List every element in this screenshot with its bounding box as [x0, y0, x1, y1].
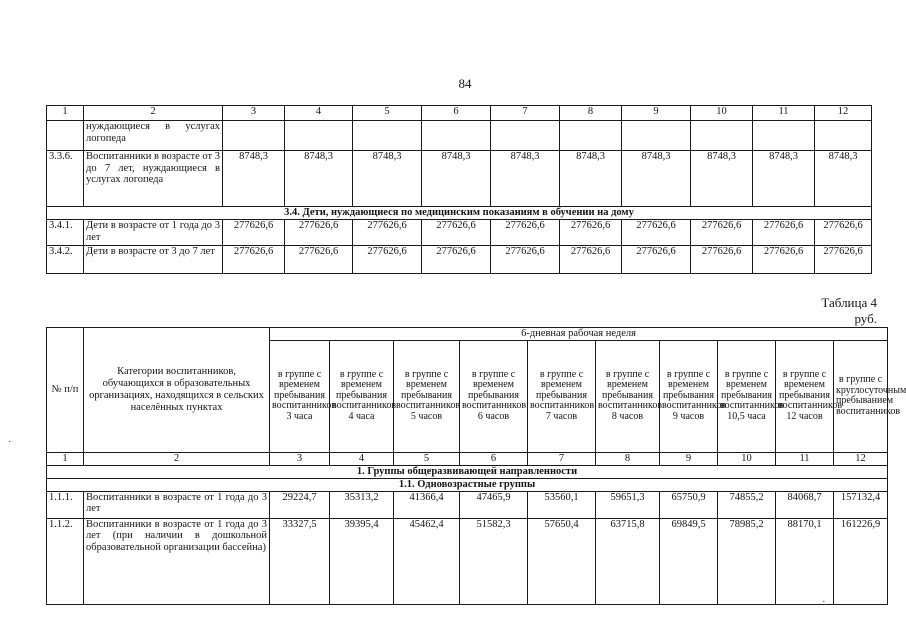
value-cell: 29224,7	[270, 491, 330, 518]
value-cell: 8748,3	[223, 151, 285, 207]
col-num: 2	[84, 106, 223, 121]
value-cell: 35313,2	[330, 491, 394, 518]
row-number: 1.1.1.	[47, 491, 84, 518]
column-number-row	[47, 106, 872, 121]
value-cell: 57650,4	[528, 518, 596, 604]
col-num: 4	[330, 452, 394, 465]
value-cell: 277626,6	[753, 246, 815, 274]
section-row	[47, 478, 888, 491]
value-cell: 277626,6	[815, 246, 872, 274]
column-header: в группе с временем пребывания воспитанников 5 часов	[394, 340, 460, 452]
col-num: 4	[285, 106, 353, 121]
row-label: нуждающиеся в услугах логопеда	[84, 121, 223, 151]
value-cell: 33327,5	[270, 518, 330, 604]
value-cell: 78985,2	[718, 518, 776, 604]
col-num: 9	[622, 106, 691, 121]
value-cell: 41366,4	[394, 491, 460, 518]
col-num: 12	[815, 106, 872, 121]
value-cell: 47465,9	[460, 491, 528, 518]
value-cell: 277626,6	[691, 246, 753, 274]
value-cell: 39395,4	[330, 518, 394, 604]
section-heading: 3.4. Дети, нуждающиеся по медицинским показаниям в обучении на дому	[47, 207, 872, 220]
col-num: 7	[491, 106, 560, 121]
col-num: 2	[84, 452, 270, 465]
value-cell: 277626,6	[815, 220, 872, 246]
row-label: Дети в возрасте от 1 года до 3 лет	[84, 220, 223, 246]
column-header: в группе с временем пребывания воспитанников 4 часа	[330, 340, 394, 452]
continuation-table	[46, 105, 872, 274]
table-label: Таблица 4	[821, 295, 877, 310]
column-header: в группе с временем пребывания воспитанников 6 часов	[460, 340, 528, 452]
section-heading: 1. Группы общеразвивающей направленности	[47, 465, 888, 478]
column-header: в группе с временем пребывания воспитанников 8 часов	[596, 340, 660, 452]
table-row	[47, 491, 888, 518]
value-cell: 8748,3	[353, 151, 422, 207]
subsection-heading: 1.1. Одновозрастные группы	[47, 478, 888, 491]
value-cell: 277626,6	[285, 220, 353, 246]
value-cell: 59651,3	[596, 491, 660, 518]
value-cell: 84068,7	[776, 491, 834, 518]
value-cell: 8748,3	[691, 151, 753, 207]
value-cell: 65750,9	[660, 491, 718, 518]
row-label: Воспитанники в возрасте от 1 года до 3 лет (при наличии в дошкольной образовательной организации бассейна)	[84, 518, 270, 604]
value-cell: 157132,4	[834, 491, 888, 518]
row-number: 3.3.6.	[47, 151, 84, 207]
value-cell: 8748,3	[560, 151, 622, 207]
value-cell: 277626,6	[753, 220, 815, 246]
column-header: в группе с временем пребывания воспитанников 3 часа	[270, 340, 330, 452]
scan-speck: ·.	[822, 596, 829, 608]
col-num: 10	[718, 452, 776, 465]
scan-speck: ·	[8, 436, 12, 448]
value-cell: 74855,2	[718, 491, 776, 518]
col-num: 8	[596, 452, 660, 465]
value-cell: 63715,8	[596, 518, 660, 604]
col-num: 6	[460, 452, 528, 465]
value-cell: 277626,6	[223, 246, 285, 274]
col-num: 9	[660, 452, 718, 465]
value-cell: 277626,6	[491, 246, 560, 274]
value-cell: 8748,3	[815, 151, 872, 207]
col-num: 5	[353, 106, 422, 121]
row-label: Дети в возрасте от 3 до 7 лет	[84, 246, 223, 274]
value-cell: 45462,4	[394, 518, 460, 604]
row-label: Воспитанники в возрасте от 1 года до 3 лет	[84, 491, 270, 518]
col-num: 10	[691, 106, 753, 121]
column-header: в группе с временем пребывания воспитанников 7 часов	[528, 340, 596, 452]
value-cell: 53560,1	[528, 491, 596, 518]
num-header: № п/п	[47, 328, 84, 453]
value-cell: 277626,6	[491, 220, 560, 246]
column-header: в группе с временем пребывания воспитанников 12 часов	[776, 340, 834, 452]
column-number-row	[47, 452, 888, 465]
category-header: Категории воспитанников, обучающихся в образовательных организациях, находящихся в сельских населённых пунктах	[84, 328, 270, 453]
row-label: Воспитанники в возрасте от 3 до 7 лет, нуждающиеся в услугах логопеда	[84, 151, 223, 207]
value-cell: 51582,3	[460, 518, 528, 604]
row-number: 3.4.1.	[47, 220, 84, 246]
col-num: 12	[834, 452, 888, 465]
section-row	[47, 207, 872, 220]
value-cell: 277626,6	[223, 220, 285, 246]
header-row	[47, 328, 888, 341]
col-num: 6	[422, 106, 491, 121]
col-num: 1	[47, 106, 84, 121]
col-num: 11	[776, 452, 834, 465]
value-cell: 277626,6	[353, 246, 422, 274]
units-label: руб.	[854, 311, 877, 326]
table-row	[47, 151, 872, 207]
column-header: в группе с временем пребывания воспитанников 9 часов	[660, 340, 718, 452]
value-cell: 277626,6	[560, 220, 622, 246]
value-cell: 277626,6	[691, 220, 753, 246]
value-cell: 277626,6	[622, 246, 691, 274]
value-cell: 277626,6	[285, 246, 353, 274]
row-number: 3.4.2.	[47, 246, 84, 274]
value-cell: 69849,5	[660, 518, 718, 604]
value-cell: 8748,3	[422, 151, 491, 207]
value-cell: 88170,1	[776, 518, 834, 604]
week-header: 6-дневная рабочая неделя	[270, 328, 888, 341]
value-cell: 277626,6	[422, 246, 491, 274]
col-num: 8	[560, 106, 622, 121]
table-row	[47, 121, 872, 151]
col-num: 5	[394, 452, 460, 465]
cost-table	[46, 327, 906, 605]
col-num: 3	[223, 106, 285, 121]
column-header: в группе с временем пребывания воспитанников 10,5 часа	[718, 340, 776, 452]
section-row	[47, 465, 888, 478]
row-number: 1.1.2.	[47, 518, 84, 604]
value-cell: 161226,9	[834, 518, 888, 604]
col-num: 11	[753, 106, 815, 121]
page-number: 84	[458, 76, 472, 91]
value-cell: 8748,3	[753, 151, 815, 207]
table-row	[47, 246, 872, 274]
col-num: 3	[270, 452, 330, 465]
value-cell: 277626,6	[422, 220, 491, 246]
value-cell: 277626,6	[353, 220, 422, 246]
column-header: в группе с круглосуточным пребыванием воспитанников	[834, 340, 888, 452]
table-row	[47, 220, 872, 246]
value-cell: 8748,3	[285, 151, 353, 207]
value-cell: 277626,6	[622, 220, 691, 246]
col-num: 7	[528, 452, 596, 465]
value-cell: 277626,6	[560, 246, 622, 274]
value-cell: 8748,3	[622, 151, 691, 207]
col-num: 1	[47, 452, 84, 465]
table-row	[47, 518, 888, 604]
value-cell: 8748,3	[491, 151, 560, 207]
